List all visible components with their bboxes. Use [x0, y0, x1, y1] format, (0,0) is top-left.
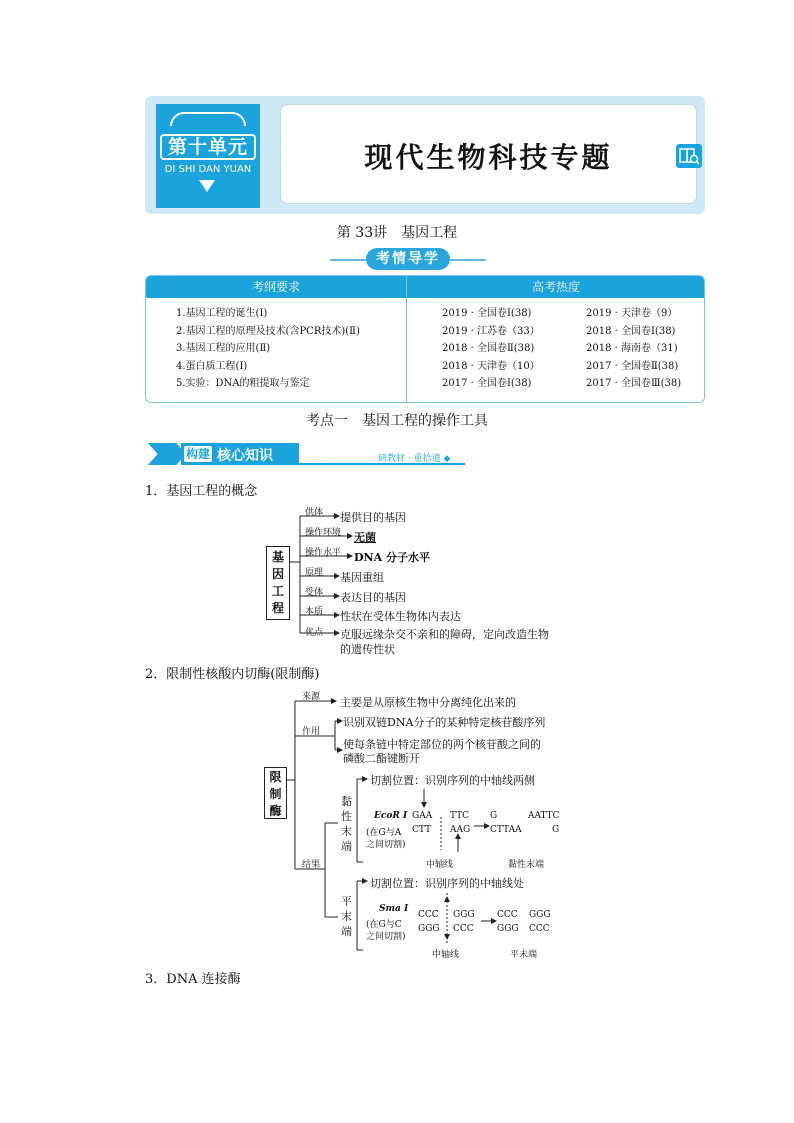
seq: GGG — [497, 924, 519, 934]
unit-badge-title: 第十单元 — [160, 134, 256, 160]
heat-item: 2019 · 天津卷（9） — [586, 308, 678, 319]
section-tag: 构建 — [185, 447, 210, 461]
ecori-note: 之间切割) — [366, 840, 406, 850]
blunt-end-label — [341, 894, 353, 939]
seq: CCC — [529, 924, 550, 934]
seq: GGG — [418, 924, 440, 934]
heat-item: 2018 · 海南卷（31) — [586, 343, 678, 354]
label-char: 端 — [341, 840, 352, 853]
label-char: 黏 — [341, 795, 352, 808]
axis-label: 中轴线 — [426, 860, 454, 870]
section-title: 核心知识 — [217, 448, 273, 464]
smai-note: (在G与C — [366, 920, 402, 930]
enzyme-source: 主要是从原核生物中分离纯化出来的 — [340, 696, 516, 709]
concept-value: 提供目的基因 — [340, 511, 406, 524]
seq: AAG — [450, 825, 471, 835]
root-char: 酶 — [269, 804, 282, 818]
seq: CTTAA — [490, 825, 522, 835]
heading-concept: 1．基因工程的概念 — [145, 484, 258, 499]
enzyme-function-2a: 使每条链中特定部位的两个核苷酸之间的 — [343, 738, 541, 751]
seq: CCC — [453, 924, 474, 934]
sticky-end-caption: 黏性末端 — [508, 860, 545, 870]
section-pill: 考情导学 — [366, 248, 450, 270]
enzyme-label: 结果 — [302, 860, 321, 870]
root-char: 限 — [269, 770, 282, 784]
enzyme-function-1: 识别双链DNA分子的某种特定核苷酸序列 — [343, 716, 546, 729]
requirement-item: 5.实验：DNA的粗提取与鉴定 — [176, 378, 310, 389]
root-char: 基 — [271, 550, 284, 564]
sticky-end-label — [341, 794, 353, 854]
axis-label: 中轴线 — [432, 950, 460, 960]
requirement-item: 1.基因工程的诞生(Ⅰ) — [176, 308, 268, 319]
heat-item: 2017 · 全国卷Ⅱ(38) — [586, 360, 679, 372]
seq: GAA — [412, 811, 433, 821]
table-col-requirements: 考纲要求 — [251, 280, 300, 294]
page-title: 现代生物科技专题 — [364, 141, 613, 174]
ecori-name: EcoR Ⅰ — [374, 811, 408, 821]
concept-root-box — [266, 546, 290, 620]
table-col-heat: 高考热度 — [531, 280, 580, 294]
label-char: 端 — [341, 925, 352, 938]
seq: TTC — [450, 811, 470, 821]
concept-value: DNA 分子水平 — [354, 551, 430, 564]
concept-label: 供体 — [305, 508, 324, 518]
enzyme-label: 作用 — [302, 727, 321, 737]
label-char: 平 — [341, 895, 352, 908]
seq: AATTC — [528, 811, 560, 821]
root-char: 工 — [271, 584, 284, 598]
concept-label: 优点 — [305, 628, 324, 638]
requirement-item: 3.基因工程的应用(Ⅱ) — [176, 343, 271, 354]
heat-item: 2018 · 全国卷Ⅰ(38) — [586, 325, 676, 337]
smai-name: Sma Ⅰ — [379, 904, 409, 914]
unit-badge-subtitle: DI SHI DAN YUAN — [164, 164, 252, 175]
sticky-cut-position: 切割位置：识别序列的中轴线两侧 — [370, 774, 535, 787]
heading-enzyme: 2．限制性核酸内切酶(限制酶) — [145, 667, 320, 682]
concept-value: 无菌 — [354, 531, 376, 544]
smai-note: 之间切割) — [366, 932, 406, 942]
label-char: 末 — [341, 910, 352, 923]
seq: CTT — [412, 825, 432, 835]
label-char: 性 — [341, 810, 352, 823]
concept-label: 操作环境 — [305, 528, 342, 538]
concept-value: 性状在受体生物体内表达 — [340, 610, 461, 623]
section-right-text: 研教材 · 重拾遗 ◆ — [378, 454, 451, 464]
heat-item: 2019 · 江苏卷（33） — [442, 325, 540, 337]
seq: G — [490, 811, 498, 821]
seq: G — [552, 825, 560, 835]
concept-label: 原理 — [305, 568, 324, 578]
blunt-end-caption: 平末端 — [510, 950, 538, 960]
seq: GGG — [453, 910, 475, 920]
label-char: 末 — [341, 825, 352, 838]
heat-item: 2019 · 全国卷Ⅰ(38) — [442, 308, 532, 319]
heat-item: 2018 · 天津卷（10） — [442, 360, 540, 372]
requirement-item: 4.蛋白质工程(Ⅰ) — [176, 360, 248, 372]
blunt-cut-position: 切割位置：识别序列的中轴线处 — [370, 877, 524, 890]
root-char: 程 — [271, 601, 284, 615]
kaodian-title: 考点一 基因工程的操作工具 — [306, 413, 488, 429]
enzyme-label: 来源 — [302, 692, 321, 702]
heat-item: 2017 · 全国卷Ⅲ(38) — [586, 378, 682, 389]
lecture-title: 第 33讲 基因工程 — [336, 225, 458, 241]
root-char: 因 — [271, 567, 284, 581]
seq: GGG — [529, 910, 551, 920]
concept-value: 基因重组 — [340, 571, 384, 584]
enzyme-root-box — [264, 767, 287, 819]
concept-label: 操作水平 — [305, 548, 342, 558]
enzyme-function-2b: 磷酸二酯键断开 — [343, 752, 420, 765]
seq: CCC — [497, 910, 518, 920]
requirement-item: 2.基因工程的原理及技术(含PCR技术)(Ⅱ) — [176, 325, 360, 337]
concept-value: 的遗传性状 — [340, 643, 395, 656]
concept-label: 本质 — [305, 607, 324, 617]
root-char: 制 — [269, 787, 282, 801]
concept-label: 受体 — [305, 588, 324, 598]
ecori-note: (在G与A — [366, 828, 402, 838]
heading-ligase: 3．DNA 连接酶 — [145, 972, 241, 987]
heat-item: 2018 · 全国卷Ⅱ(38) — [442, 343, 535, 354]
concept-value: 表达目的基因 — [340, 591, 406, 604]
seq: CCC — [418, 910, 439, 920]
concept-value: 克服远缘杂交不亲和的障碍，定向改造生物 — [340, 628, 549, 641]
heat-item: 2017 · 全国卷Ⅰ(38) — [442, 378, 532, 389]
